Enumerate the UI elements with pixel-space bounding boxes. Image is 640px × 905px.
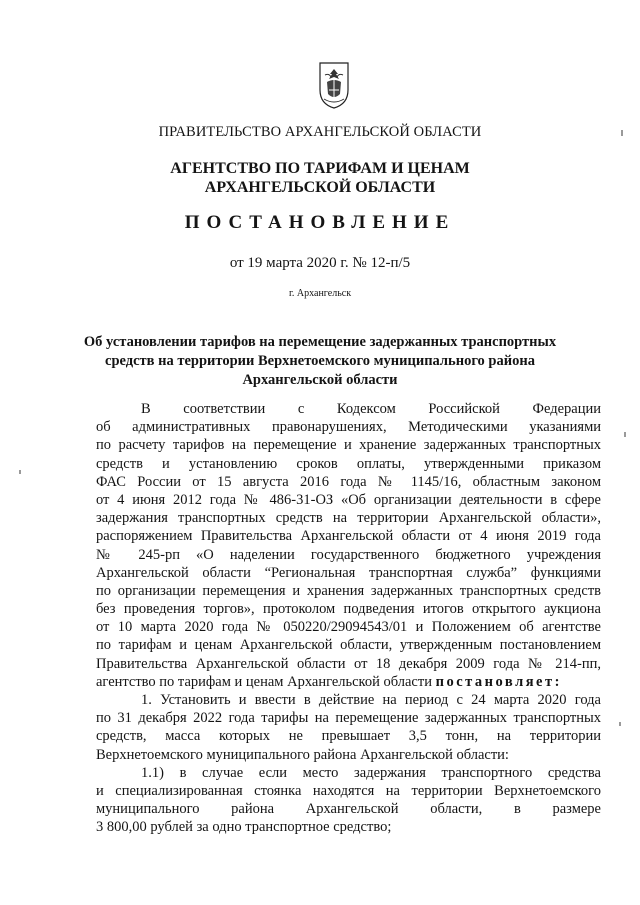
item-1-line: по 31 декабря 2022 года тарифы на перемещение задержанных транспортных <box>96 710 601 727</box>
body-line: № 245-рп «О наделении государственного бюджетного учреждения <box>96 546 601 563</box>
scan-mark <box>624 432 626 437</box>
body-line: распоряжением Правительства Архангельской области от 4 июня 2019 года <box>96 528 601 545</box>
body-line: ФАС России от 15 августа 2016 года № 1145/16, областным законом <box>96 473 601 490</box>
scan-mark <box>619 722 621 726</box>
body-line: от 10 марта 2020 года № 050220/29094543/01 и Положением об агентстве <box>96 619 601 636</box>
subject-line: Об установлении тарифов на перемещение задержанных транспортных <box>83 334 557 350</box>
item-1-1-line: 3 800,00 рублей за одно транспортное средство; <box>96 819 392 836</box>
item-1-1-line: муниципального района Архангельской области, в размере <box>96 801 601 818</box>
body-line: от 4 июня 2012 года № 486-31-ОЗ «Об организации деятельности в сфере <box>96 491 601 508</box>
body-line: по расчету тарифов на перемещение и хранение задержанных транспортных <box>96 437 601 454</box>
item-1-line: средств, масса которых не превышает 3,5 тонн, на территории <box>96 728 601 745</box>
body-line: по организации перемещения и хранения задержанных транспортных средств <box>96 582 601 599</box>
agency-name-line: АРХАНГЕЛЬСКОЙ ОБЛАСТИ <box>204 179 436 196</box>
agency-name <box>0 159 640 197</box>
scan-mark <box>19 470 21 474</box>
body-line: по тарифам и ценам Архангельской области, утвержденным постановлением <box>96 637 601 654</box>
item-1-1-line: и специализированная стоянка находятся на территории Верхнетоемского <box>96 782 601 799</box>
coat-of-arms-icon <box>318 60 350 110</box>
document-subject <box>0 333 640 390</box>
body-line: средств и установлению сроков оплаты, утвержденными приказом <box>96 455 601 472</box>
resolution-word: постановляет: <box>435 673 562 690</box>
document-date-number: от 19 марта 2020 г. № 12-п/5 <box>229 255 411 271</box>
item-1-line: Верхнетоемского муниципального района Архангельской области: <box>96 746 509 763</box>
body-line: Правительства Архангельской области от 18 декабря 2009 года № 214-пп, <box>96 655 601 672</box>
body-line: без проведения торгов», протоколом подведения итогов открытого аукциона <box>96 601 601 618</box>
document-type: ПОСТАНОВЛЕНИЕ <box>184 212 456 233</box>
agency-name-line: АГЕНТСТВО ПО ТАРИФАМ И ЦЕНАМ <box>170 160 470 177</box>
body-line: об административных правонарушениях, Методическими указаниями <box>96 419 601 436</box>
document-body <box>96 400 601 837</box>
subject-line: Архангельской области <box>242 372 398 388</box>
body-line: Архангельской области “Региональная транспортная служба” функциями <box>96 564 601 581</box>
item-1-1-line: 1.1) в случае если место задержания транспортного средства <box>141 764 601 781</box>
government-name: ПРАВИТЕЛЬСТВО АРХАНГЕЛЬСКОЙ ОБЛАСТИ <box>158 124 482 140</box>
body-line: В соответствии с Кодексом Российской Федерации <box>141 401 601 417</box>
body-line: задержания транспортных средств на территории Архангельской области», <box>96 510 601 527</box>
resolution-line <box>96 673 601 691</box>
resolution-prefix: агентство по тарифам и ценам Архангельской области <box>96 673 432 690</box>
scan-mark <box>621 130 623 136</box>
document-place: г. Архангельск <box>288 288 352 299</box>
subject-line: средств на территории Верхнетоемского муниципального района <box>105 353 535 369</box>
item-1-line: 1. Установить и ввести в действие на период с 24 марта 2020 года <box>141 692 601 708</box>
